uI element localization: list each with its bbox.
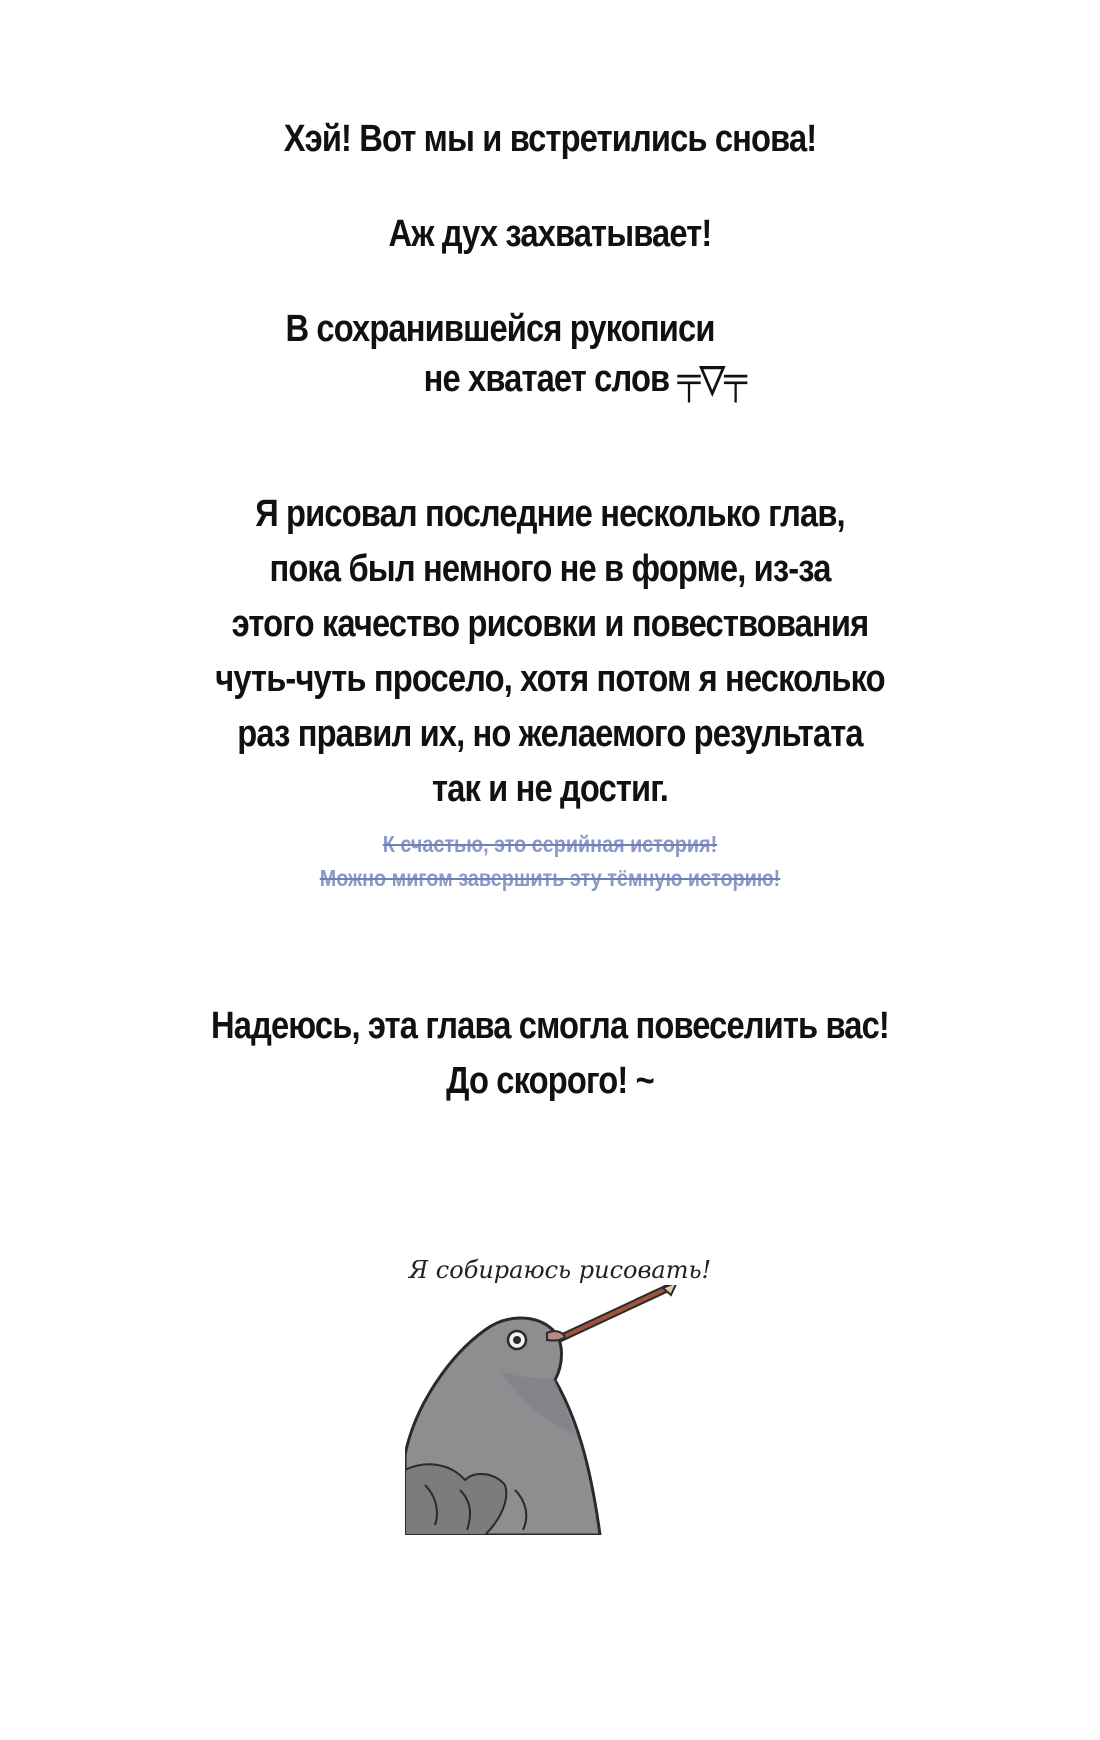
apology-text-line6: так и не достиг. — [432, 768, 668, 810]
apology-text-line4: чуть-чуть просело, хотя потом я несколько — [215, 658, 885, 700]
apology-text-line3: этого качество рисовки и повествования — [231, 603, 869, 645]
manuscript-text-line2: не хватает слов ╤▽╤ — [423, 358, 747, 400]
pigeon-with-pencil-icon — [405, 1285, 690, 1535]
apology-text-line5: раз правил их, но желаемого результата — [237, 713, 863, 755]
pencil-icon — [550, 1285, 677, 1343]
crossed-out-text-line2: Можно мигом завершить эту тёмную историю! — [319, 865, 781, 891]
illustration-caption: Я собираюсь рисовать! — [408, 1256, 712, 1284]
manuscript-text-line1: В сохранившейся рукописи — [285, 308, 715, 350]
crossed-out-text-line1: К счастью, это серийная история! — [382, 831, 718, 857]
apology-text-line2: пока был немного не в форме, из-за — [269, 548, 831, 590]
closing-text-line1: Надеюсь, эта глава смогла повеселить вас! — [211, 1005, 889, 1047]
exclaim-text: Аж дух захватывает! — [388, 213, 712, 255]
apology-text-line1: Я рисовал последние несколько глав, — [255, 493, 845, 535]
greeting-text: Хэй! Вот мы и встретились снова! — [283, 118, 817, 160]
closing-text-line2: До скорого! ~ — [446, 1060, 654, 1102]
